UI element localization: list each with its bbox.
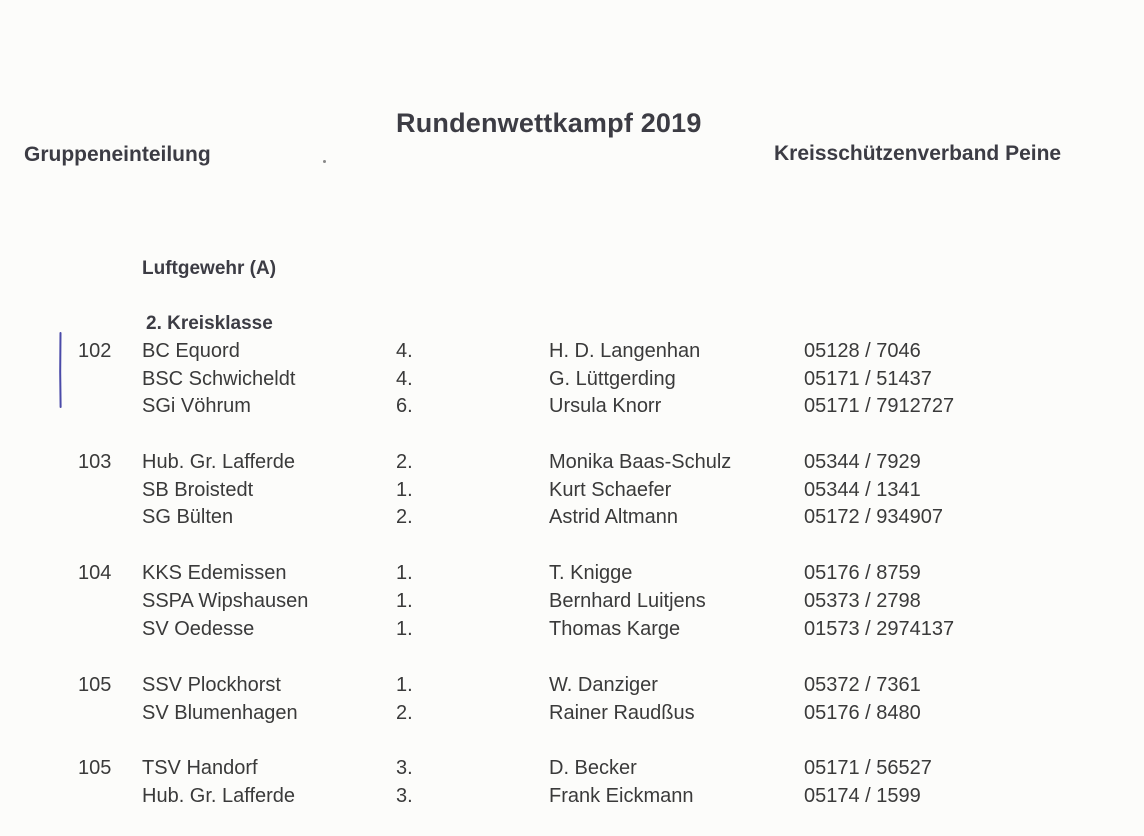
club-name: SB Broistedt [142,479,254,501]
contact-name: Thomas Karge [549,618,681,640]
stray-dot [323,160,326,163]
contact-name: H. D. Langenhan [549,340,701,362]
club-name: SGi Vöhrum [142,395,251,417]
table-row [0,590,1144,618]
phone-number: 05372 / 7361 [804,674,921,696]
table-row [0,340,1144,368]
contact-name: Monika Baas-Schulz [549,451,732,473]
table-row [0,674,1144,702]
rank: 4. [396,368,413,390]
rank: 2. [396,451,413,473]
table-row [0,785,1144,813]
phone-number: 05344 / 1341 [804,479,921,501]
table-row [0,562,1144,590]
group-number: 104 [78,562,112,584]
contact-name: Bernhard Luitjens [549,590,706,612]
rank: 3. [396,757,413,779]
table-row [0,506,1144,534]
document-title: Rundenwettkampf 2019 [396,108,702,138]
club-name: SV Blumenhagen [142,702,298,724]
contact-name: Rainer Raudßus [549,702,695,724]
contact-name: Frank Eickmann [549,785,694,807]
rank: 1. [396,590,413,612]
group-number: 105 [78,757,112,779]
class-heading: 2. Kreisklasse [146,313,273,334]
club-name: SSV Plockhorst [142,674,281,696]
phone-number: 05344 / 7929 [804,451,921,473]
phone-number: 05171 / 7912727 [804,395,955,417]
group-number: 103 [78,451,112,473]
rank: 1. [396,479,413,501]
contact-name: Kurt Schaefer [549,479,672,501]
contact-name: T. Knigge [549,562,633,584]
phone-number: 05171 / 51437 [804,368,932,390]
club-name: Hub. Gr. Lafferde [142,451,296,473]
group-number: 105 [78,674,112,696]
contact-name: W. Danziger [549,674,658,696]
club-name: SSPA Wipshausen [142,590,309,612]
rank: 4. [396,340,413,362]
contact-name: D. Becker [549,757,637,779]
table-row [0,618,1144,646]
table-row [0,702,1144,730]
table-row [0,451,1144,479]
phone-number: 05174 / 1599 [804,785,921,807]
contact-name: G. Lüttgerding [549,368,676,390]
table-row [0,368,1144,396]
club-name: KKS Edemissen [142,562,287,584]
rank: 6. [396,395,413,417]
club-name: BSC Schwicheldt [142,368,296,390]
section-heading-left: Gruppeneinteilung [24,143,211,166]
club-name: Hub. Gr. Lafferde [142,785,296,807]
phone-number: 05176 / 8759 [804,562,921,584]
club-name: SV Oedesse [142,618,255,640]
table-row [0,757,1144,785]
rank: 1. [396,618,413,640]
phone-number: 05176 / 8480 [804,702,921,724]
club-name: BC Equord [142,340,240,362]
contact-name: Ursula Knorr [549,395,662,417]
rank: 2. [396,506,413,528]
phone-number: 01573 / 2974137 [804,618,955,640]
contact-name: Astrid Altmann [549,506,678,528]
phone-number: 05171 / 56527 [804,757,932,779]
club-name: SG Bülten [142,506,234,528]
phone-number: 05172 / 934907 [804,506,944,528]
rank: 1. [396,674,413,696]
rank: 3. [396,785,413,807]
table-row [0,395,1144,423]
table-row [0,479,1144,507]
group-number: 102 [78,340,112,362]
club-name: TSV Handorf [142,757,258,779]
rank: 1. [396,562,413,584]
phone-number: 05128 / 7046 [804,340,921,362]
phone-number: 05373 / 2798 [804,590,921,612]
discipline-heading: Luftgewehr (A) [142,258,277,279]
section-heading-right: Kreisschützenverband Peine [774,142,1062,165]
rank: 2. [396,702,413,724]
